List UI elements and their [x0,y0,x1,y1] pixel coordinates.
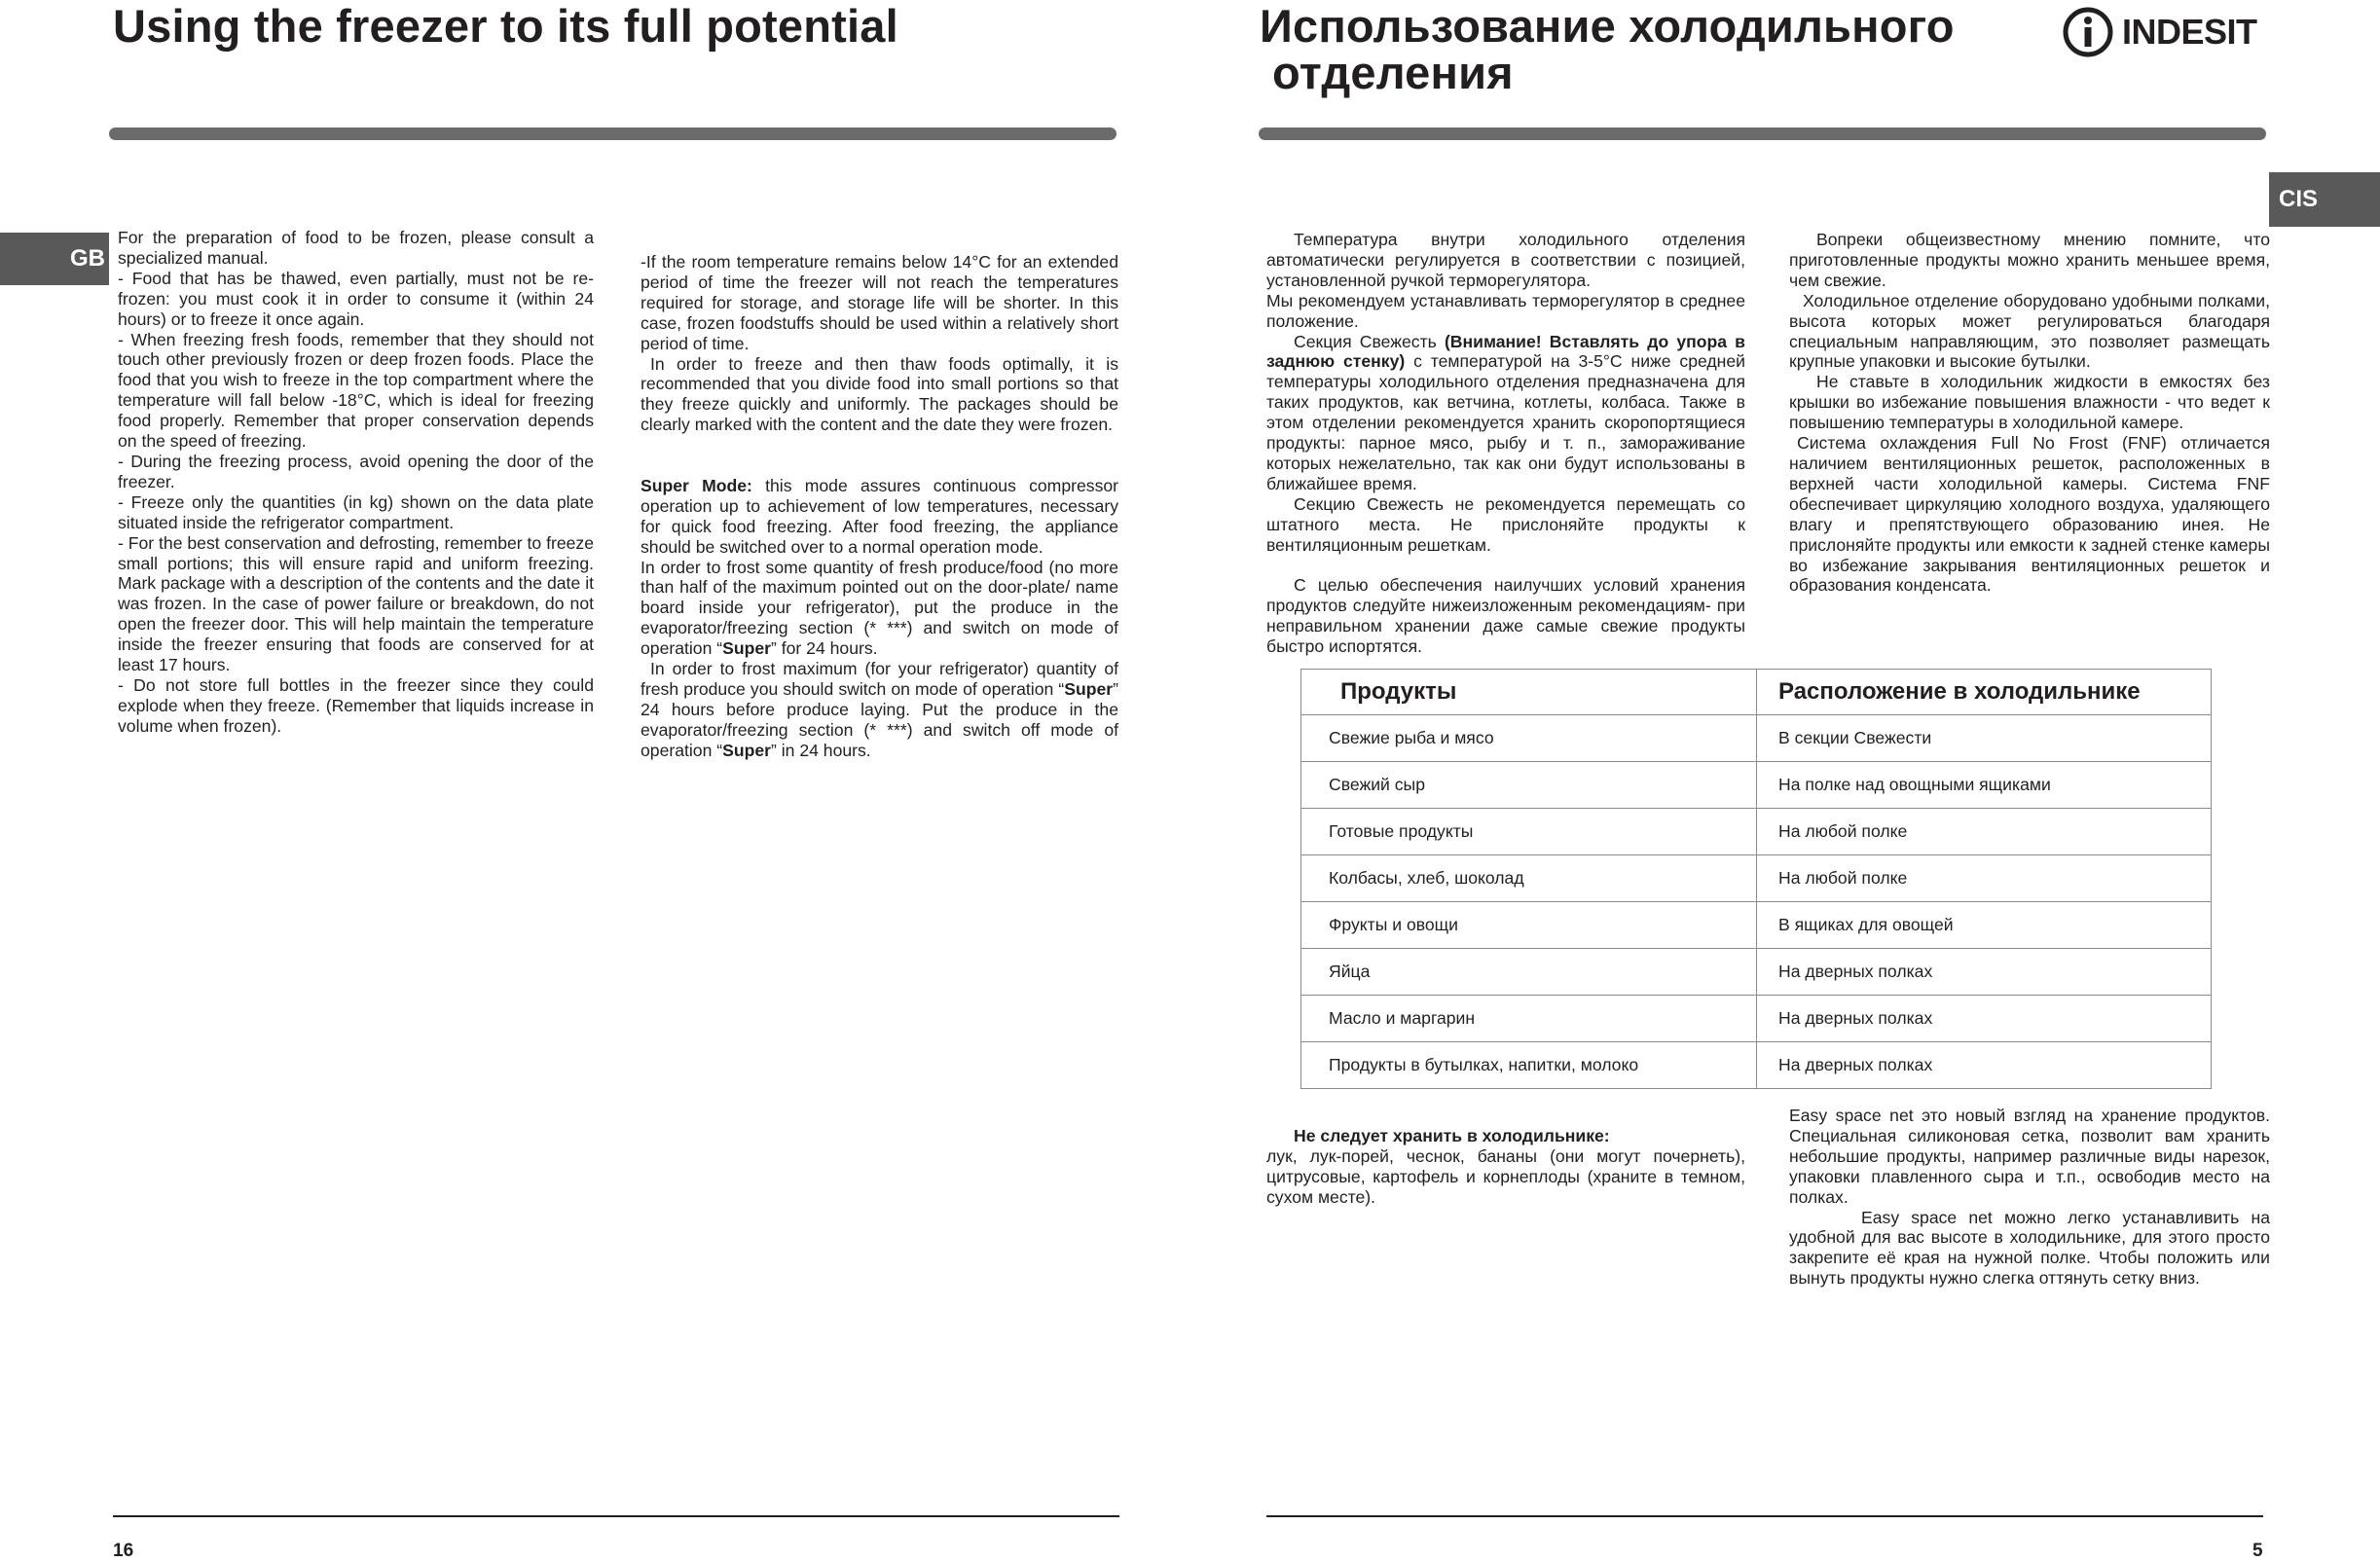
paragraph: For the preparation of food to be frozen, please consult a specialized manual. [118,228,594,268]
easy-space-section [1789,1106,2270,1289]
paragraph: - During the freezing process, avoid opening the door of the freezer. [118,451,594,491]
warning-text: (Внимание! Вставлять до упора в заднюю стенку) [1266,331,1745,372]
paragraph: Температура внутри холодильного отделения автоматически регулируется в соответствии с позицией, установленной ручкой терморегулятора. [1266,230,1745,290]
paragraph: Секция Свежесть (Внимание! Вставлять до упора в заднюю стенку) с температурой на 3-5°С ниже средней температуры холодильного отделения предназначена для таких продуктов, как ветчина, котлеты, колбаса. Также в этом отделении рекомендуется хранить скоропортящиеся продукты: парное мясо, рыбу и т. п., замораживание которых нежелательно, так как они будут использованы в ближайшее время. [1266,331,1745,493]
brand-logo [2062,6,2257,58]
super-mode-column [641,252,1118,761]
paragraph: - Freeze only the quantities (in kg) shown on the data plate situated inside the refrigerator compartment. [118,491,594,532]
table-row: Свежий сыр На полке над овощными ящиками [1301,762,2212,809]
column-header-location: Расположение в холодильнике [1757,670,2212,715]
column-header-products: Продукты [1301,670,1757,715]
paragraph: С целью обеспечения наилучших условий хранения продуктов следуйте нижеизложенным рекомендациям- при неправильном хранении даже самые свежие продукты быстро испортятся. [1266,575,1745,657]
footer-rule [1266,1515,2263,1517]
paragraph: In order to frost some quantity of fresh produce/food (no more than half of the maximum pointed out on the door-plate/ name board inside your refrigerator), put the produce in the evaporator/freezing section (* ***) and switch on mode of operation “Super” for 24 hours. [641,557,1118,659]
table-row: Яйца На дверных полках [1301,949,2212,996]
paragraph: Не ставьте в холодильник жидкости в емкостях без крышки во избежание повышения влажности - что ведет к повышению температуры в холодильной камере. [1789,372,2270,433]
page-title-line-1: Использование холодильного [1260,0,1955,52]
fridge-intro-column [1266,230,1745,657]
table-row: Колбасы, хлеб, шоколад На любой полке [1301,855,2212,902]
paragraph: лук, лук-порей, чеснок, бананы (они могут почернеть), цитрусовые, картофель и корнеплоды (храните в темном, сухом месте). [1266,1145,1745,1207]
paragraph: In order to frost maximum (for your refrigerator) quantity of fresh produce you should switch on mode of operation “Super” 24 hours before produce laying. Put the produce in the evaporator/freezing section (* ***) and switch off mode of operation “Super” in 24 hours. [641,659,1118,760]
indesit-logo-icon [2062,6,2114,58]
page-number: 5 [2252,1541,2263,1561]
paragraph: - Food that has be thawed, even partially, must not be re-frozen: you must cook it in order to consume it (within 24 hours) or to freeze it once again. [118,268,594,329]
brand-name: INDESIT [2122,12,2257,52]
paragraph: Холодильное отделение оборудовано удобными полками, высота которых может регулироваться благодаря специальным направляющим, это позволяет размещать крупные упаковки и высокие бутылки. [1789,290,2270,372]
page-title-line-2: отделения [1272,47,1514,98]
do-not-store-section [1266,1126,1745,1208]
title-rule [1259,127,2266,140]
paragraph: - For the best conservation and defrosting, remember to freeze small portions; this will ensure rapid and uniform freezing. Mark package with a description of the contents and the date it was frozen. In the case of power failure or breakdown, do not open the freezer door. This will help maintain the temperature inside the freezer ensuring that foods are conserved for at least 17 hours. [118,532,594,675]
do-not-store-heading: Не следует хранить в холодильнике: [1294,1126,1610,1145]
language-tab-label: GB [70,245,105,272]
paragraph: Easy space net это новый взгляд на хранение продуктов. Специальная силиконовая сетка, позволит вам хранить небольшие продукты, например различные виды нарезок, упаковки плавленного сыра и т.п., освободив место на полках. [1789,1106,2270,1207]
language-tab-gb[interactable] [0,233,109,285]
paragraph: Система охлаждения Full No Frost (FNF) отличается наличием вентиляционных решеток, расположенных в верхней части холодильной камеры. Система FNF обеспечивает циркуляцию холодного воздуха, удаляющего влагу и препятствующего образованию инея. Не прислоняйте продукты или емкости к задней стенке камеры во избежание закрывания вентиляционных решеток и образования конденсата. [1789,433,2270,596]
table-row: Масло и маргарин На дверных полках [1301,996,2212,1042]
table-row: Продукты в бутылках, напитки, молоко На дверных полках [1301,1042,2212,1089]
paragraph: Easy space net можно легко устанавливить на удобной для вас высоте в холодильнике, для этого просто закрепите её края на нужной полке. Чтобы положить или вынуть продукты нужно слегка оттянуть сетку вниз. [1789,1207,2270,1289]
language-tab-label: CIS [2279,186,2319,212]
table-row: Свежие рыба и мясо В секции Свежести [1301,715,2212,762]
paragraph: - When freezing fresh foods, remember that they should not touch other previously frozen or deep frozen foods. Place the food that you wish to freeze in the top compartment where the temperature will fall below -18°C, which is ideal for freezing food properly. Remember that proper conservation depends on the speed of freezing. [118,329,594,452]
super-mode-paragraph: Super Mode: this mode assures continuous compressor operation up to achievement of low temperatures, necessary for quick food freezing. After food freezing, the appliance should be switched over to a normal operation mode. [641,475,1119,557]
super-mode-label: Super Mode: [641,475,752,495]
title-rule [109,127,1117,140]
paragraph: -If the room temperature remains below 14°C for an extended period of time the freezer will not reach the temperatures required for storage, and storage life will be shorter. In this case, frozen foodstuffs should be used within a relatively short period of time. [641,252,1118,353]
language-tab-cis[interactable] [2269,172,2380,227]
paragraph: Вопреки общеизвестному мнению помните, что приготовленные продукты можно хранить меньшее время, чем свежие. [1789,230,2270,290]
paragraph: Мы рекомендуем устанавливать терморегулятор в среднее положение. [1266,290,1745,331]
table-header-row [1301,670,2212,715]
paragraph: Секцию Свежесть не рекомендуется перемещать со штатного места. Не прислоняйте продукты к вентиляционным решеткам. [1266,493,1745,555]
freezer-instructions-column [118,228,594,737]
paragraph: - Do not store full bottles in the freezer since they could explode when they freeze. (Remember that liquids increase in volume when frozen). [118,674,594,736]
food-storage-table [1300,669,2212,1089]
fridge-shelves-column [1789,230,2270,596]
table-row: Фрукты и овощи В ящиках для овощей [1301,902,2212,949]
footer-rule [113,1515,1119,1517]
page-number: 16 [113,1541,134,1561]
page-title: Using the freezer to its full potential [113,0,898,52]
table-row: Готовые продукты На любой полке [1301,809,2212,855]
paragraph: In order to freeze and then thaw foods optimally, it is recommended that you divide food into small portions so that they freeze quickly and uniformly. The packages should be clearly marked with the content and the date they were frozen. [641,353,1118,435]
